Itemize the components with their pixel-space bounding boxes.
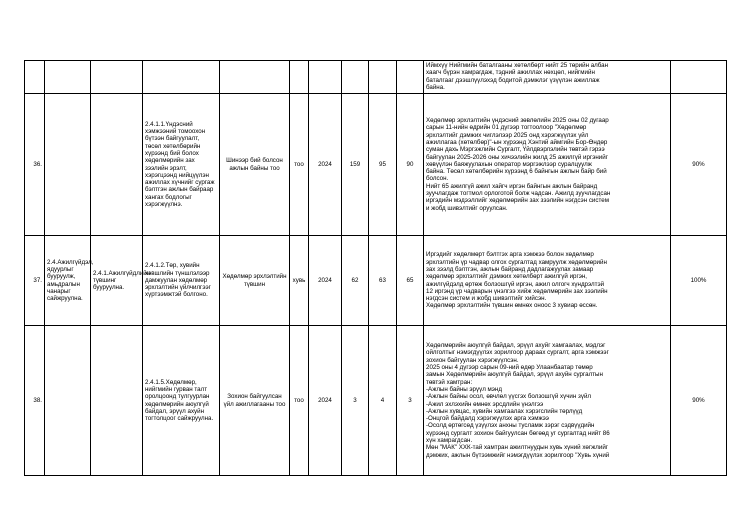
cell-target: 4 — [369, 326, 397, 476]
desc-line: байна. Төсөл хөтөлбөрийн хүрээнд 6 байнгын ажлын байр бий — [426, 168, 607, 176]
cell-percent: 90% — [671, 326, 727, 476]
cell-empty — [91, 326, 143, 476]
desc-line: дэмжих, ажлын бүтээмжийг нэмэгдүүлэх зорилгоор "Хувь хүний — [426, 451, 610, 459]
cell-baseline: 3 — [342, 326, 369, 476]
desc-line: -Онцгой байдалд хэрэгжүүлэх арга хэмжээ — [426, 415, 549, 423]
cell-empty — [143, 61, 220, 94]
desc-line: эрхлэлтийг дэмжих чиглэлээр 2025 онд хэрэгжүүлэх үйл — [426, 131, 589, 139]
cell-empty — [25, 61, 45, 94]
cell-actual: 90 — [397, 94, 424, 236]
cell-actual: 3 — [397, 326, 424, 476]
cell-percent: 100% — [671, 236, 727, 326]
cell-year: 2024 — [309, 326, 342, 476]
desc-line: болсон. — [426, 175, 449, 183]
cell-unit: хувь — [290, 236, 309, 326]
table-row — [25, 94, 727, 236]
desc-line: Нийт 65 ажилгүй ажил хайгч иргэн байнгын ажлын байранд — [426, 182, 598, 190]
cell-baseline: 62 — [342, 236, 369, 326]
desc-line: зах зээлд бэлтгэн, ажлын байранд дадлагажуулах замаар — [426, 265, 594, 273]
cell-number: 36. — [25, 94, 45, 236]
desc-line: Мөн "МАК" ХХК-тай хамтран ажилтнуудын хувь хүний хөгжлийг — [426, 444, 609, 452]
cell-empty — [671, 61, 727, 94]
table-row — [25, 236, 727, 326]
cell-description — [424, 61, 671, 94]
cell-number: 37. — [25, 236, 45, 326]
cell-target: 63 — [369, 236, 397, 326]
desc-line: -Осолд өртөгсөд үзүүлэх анхны тусламж зэрэг сэдвүүдийн — [426, 422, 595, 430]
desc-line: замын Хөдөлмөрийн аюулгүй байдал, эрүүл ахуйн сургалтын — [426, 371, 603, 379]
cell-empty — [45, 326, 91, 476]
cell-empty — [45, 61, 91, 94]
cell-empty — [220, 61, 290, 94]
desc-line: хүрээнд сургалт зохион байгуулсан бөгөөд уг сургалтад нийт 86 — [426, 429, 610, 437]
cell-measure: 2.4.1.2.Төр, хувийн хэвшлийн түншлэлээр дамжуулан хөдөлмөр эрхлэлтийн үйлчилгээг хүртээмжтэй болгоно. — [143, 236, 220, 326]
cell-description — [424, 326, 671, 476]
cell-number: 38. — [25, 326, 45, 476]
desc-line: ажилгүйдэлд өртөж болзошгүй иргэн, ажил олгогч хүндрэлтэй — [426, 280, 605, 288]
cell-empty — [45, 94, 91, 236]
desc-line: Иргэдийг хөдөлмөрт бэлтгэх арга хэмжээ болон хөдөлмөр — [426, 251, 594, 259]
cell-goal: 2.4.1.Ажилгүйдлийн түвшинг бууруулна. — [91, 236, 143, 326]
desc-line: -Ажлын хувцас, хувийн хамгаалах хэрэгслийн төрлүүд — [426, 407, 583, 415]
cell-indicator: Шинээр бий болсон ажлын байны тоо — [220, 94, 290, 236]
cell-unit: тоо — [290, 94, 309, 236]
desc-line: Хөдөлмөр эрхлэлтийн түвшин өмнөх оноос 3 хувиар өссөн. — [426, 302, 598, 310]
desc-line: и жобд шивэлтийг оруулсан. — [426, 204, 508, 212]
desc-line: 12 иргэнд үр чадварын үнэлгээ хийж хөдөлмөрийн зах зээлийн — [426, 287, 608, 295]
desc-line: зохион байгуулан хэрэгжүүлсэн. — [426, 356, 519, 364]
cell-baseline: 159 — [342, 94, 369, 236]
cell-indicator: Зохион байгуулсан үйл ажиллагааны тоо — [220, 326, 290, 476]
cell-percent: 90% — [671, 94, 727, 236]
desc-line: ажиллагаа (хөтөлбөр)"-ын хүрээнд Хэнтий аймгийн Бор-Өндөр — [426, 138, 608, 146]
cell-empty — [369, 61, 397, 94]
desc-line: баталгааг дээшлүүлэхэд бодитой дэмжлэг үзүүлэн ажиллаж — [426, 76, 600, 84]
desc-line: сарын 11-нийн өдрийн 01 дүгээр тогтоолоор "Хөдөлмөр — [426, 124, 587, 132]
desc-line: байгуулан 2025-2026 оны хичээлийн жилд 25 ажилгүй иргэнийг — [426, 153, 608, 161]
desc-line: суман дахь Мэргэжлийн Сургалт, Үйлдвэрлэлийн төвтэй гэрээ — [426, 146, 605, 154]
cell-empty — [397, 61, 424, 94]
desc-line: -Ажлын байны эрүүл мэнд — [426, 385, 502, 393]
cell-empty — [309, 61, 342, 94]
cell-empty — [91, 61, 143, 94]
desc-line: ойлголтыг нэмэгдүүлэх зорилгоор дараах сургалт, арга хэмжээг — [426, 349, 609, 357]
desc-line: хаагч бүрэн хамрагдаж, тэдний ажиллах нөхцөл, нийгмийн — [426, 69, 595, 77]
desc-line: -Ажил эхлэхийн өмнөх эрсдлийн үнэлгээ — [426, 400, 544, 408]
desc-line: хөвүүлэн баяжуулахын оператор мэргэжлээр суралцуулж — [426, 160, 592, 168]
cell-measure: 2.4.1.1.Үндэсний хэмжээний томоохон бүтээн байгуулалт, төсөл хөтөлбөрийн хүрээнд бий болох хөдөлмөрийн зах зээлийн эрэлт, хэрэгцээнд нийцүүлэн ажиллах хүчнийг сургаж бэлтгэн ажлын байраар хангах бодлогыг хэрэгжүүлнэ. — [143, 94, 220, 236]
desc-line: байна. — [426, 83, 445, 91]
cell-empty — [91, 94, 143, 236]
cell-year: 2024 — [309, 236, 342, 326]
cell-description — [424, 236, 671, 326]
table-row — [25, 326, 727, 476]
desc-line: хүн хамрагдсан. — [426, 436, 473, 444]
report-table — [24, 60, 727, 476]
desc-line: нэгдсэн систем и жобд шивэлтийг хийсэн. — [426, 295, 547, 303]
desc-line: зуучлагдаж тогтмол орлоготой болж чадсан. Ажилд зуучлагдсан — [426, 190, 611, 198]
cell-empty — [342, 61, 369, 94]
desc-line: хөдөлмөр эрхлэлтийг дэмжих хөтөлбөрт ажилгүй иргэн, — [426, 273, 588, 281]
cell-actual: 65 — [397, 236, 424, 326]
desc-line: Иймхүү Нийгмийн баталгааны хөтөлбөрт нийт 25 төрийн албан — [426, 62, 609, 69]
cell-unit: тоо — [290, 326, 309, 476]
cell-direction: 2.4.Ажилгүйдэл, ядуурлыг бууруулж, амьдралын чанарыг сайжруулна. — [45, 236, 91, 326]
cell-description — [424, 94, 671, 236]
table-row-continuation — [25, 61, 727, 94]
desc-line: -Ажлын байны осол, өвчлөл үүсгэх болзошгүй хүчин зүйл — [426, 393, 592, 401]
desc-line: төвтэй хамтран: — [426, 378, 473, 386]
desc-line: иргэдийн мэдээллийг хөдөлмөрийн зах зээлийн нэгдсэн систем — [426, 197, 609, 205]
desc-line: эрхлэлтийн үр чадвар олгох сургалтад хамруулж хөдөлмөрийн — [426, 258, 607, 266]
desc-line: Хөдөлмөрийн аюулгүй байдал, эрүүл ахуйг хамгаалах, мэдлэг — [426, 342, 606, 350]
cell-year: 2024 — [309, 94, 342, 236]
desc-line: 2025 оны 4 дүгээр сарын 09-ний өдөр Улаанбаатар төмөр — [426, 364, 593, 372]
cell-indicator: Хөдөлмөр эрхлэлтийн түвшин — [220, 236, 290, 326]
cell-target: 95 — [369, 94, 397, 236]
cell-measure: 2.4.1.5.Хөдөлмөр, нийгмийн гурван талт оролцоонд тулгуурлан хөдөлмөрийн аюулгүй байдал, эрүүл ахуйн тогтолцоог сайжруулна. — [143, 326, 220, 476]
cell-empty — [290, 61, 309, 94]
desc-line: Хөдөлмөр эрхлэлтийн үндэсний зөвлөлийн 2025 оны 02 дугаар — [426, 117, 609, 125]
